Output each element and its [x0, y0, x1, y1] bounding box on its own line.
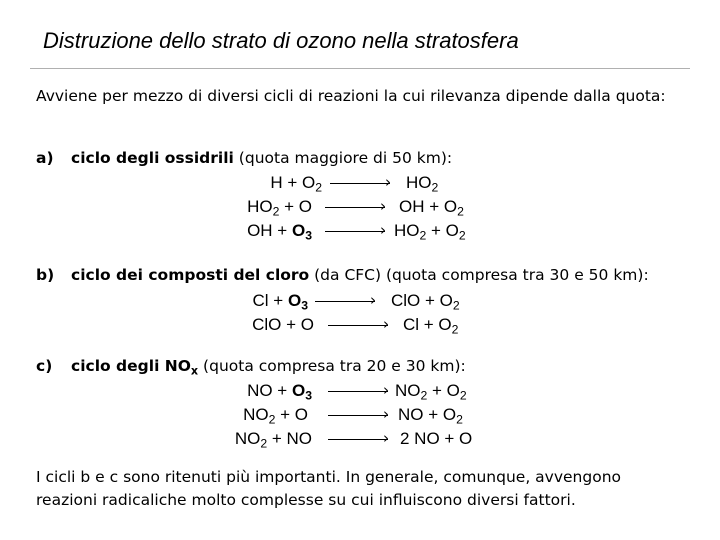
closing-paragraph: I cicli b e c sono ritenuti più importanti. In generale, comunque, avvengono reazioni radicaliche molto complesse su cui influiscono diversi fattori.	[36, 468, 622, 509]
reaction-arrow-icon: ›	[328, 404, 392, 426]
reaction-lhs: OH + $O_3$	[247, 221, 312, 243]
reaction-rhs: OH + $O_2$	[399, 197, 464, 219]
cycle-note: (quota compresa tra 20 e 30 km):	[198, 357, 466, 375]
intro-paragraph: Avviene per mezzo di diversi cicli di reazioni la cui rilevanza dipende dalla quota:	[36, 87, 666, 105]
reaction-rhs: $HO_2 + O_2$	[394, 221, 466, 243]
reaction-lhs: NO + $O_3$	[247, 381, 312, 403]
cycle-name: ciclo degli ossidrili	[71, 149, 234, 167]
reaction-lhs: $HO_2 + O$	[247, 197, 312, 219]
cycle-name: ciclo degli $NO_x$	[71, 357, 199, 378]
reaction-arrow-icon: ›	[330, 172, 394, 194]
reaction-arrow-icon: ›	[328, 314, 392, 336]
reaction-rhs: ClO + $O_2$	[391, 291, 460, 313]
reaction-arrow-icon: ›	[325, 220, 389, 242]
reaction-rhs: $NO_2 + O_2$	[395, 381, 467, 403]
title-divider	[30, 68, 690, 69]
reaction-lhs: $H + O_2$	[270, 173, 322, 195]
cycle-b-heading	[36, 264, 649, 287]
cycle-note: (da CFC) (quota compresa tra 30 e 50 km):	[309, 266, 649, 284]
cycle-letter: a)	[36, 149, 54, 167]
reaction-lhs: $NO_2 + O$	[243, 405, 308, 427]
cycle-name: ciclo dei composti del cloro	[71, 266, 310, 284]
cycle-note: (quota maggiore di 50 km):	[233, 149, 453, 167]
reaction-rhs: NO + $O_2$	[398, 405, 463, 427]
cycle-a-heading	[36, 147, 452, 170]
reaction-lhs: ClO + O	[252, 315, 314, 334]
reaction-rhs: $Cl + O_2$	[403, 315, 459, 337]
reaction-arrow-icon: ›	[325, 196, 389, 218]
cycle-letter: b)	[36, 266, 55, 284]
reaction-rhs: 2 NO + O	[400, 429, 473, 448]
reaction-rhs: $HO_2$	[406, 173, 439, 195]
reaction-arrow-icon: ›	[328, 428, 392, 450]
reaction-arrow-icon: ›	[328, 380, 392, 402]
cycle-letter: c)	[36, 357, 53, 375]
reaction-arrow-icon: ›	[315, 290, 379, 312]
reaction-lhs: $NO_2$ + NO	[234, 429, 312, 451]
reaction-lhs: $Cl + O_3$	[252, 291, 308, 313]
cycle-c-heading	[36, 355, 466, 378]
slide-title: Distruzione dello strato di ozono nella stratosfera	[43, 28, 519, 53]
